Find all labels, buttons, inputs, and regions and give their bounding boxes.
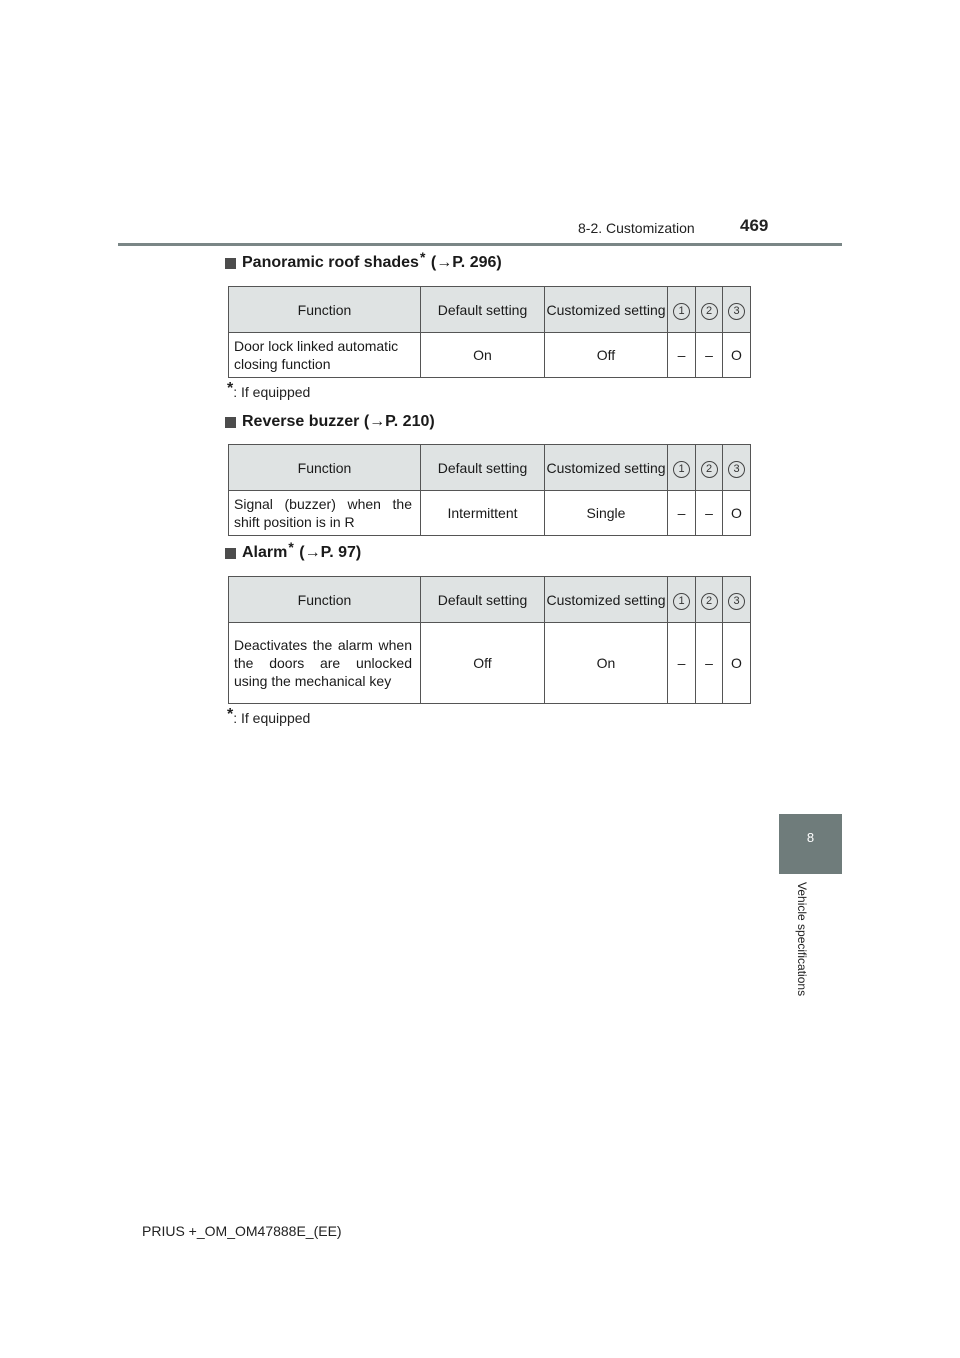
table-row bbox=[229, 623, 751, 704]
cell-col1: – bbox=[668, 623, 696, 704]
header-col1 bbox=[668, 445, 696, 491]
footnote-mark: * bbox=[227, 380, 234, 397]
cell-customized: Off bbox=[545, 333, 668, 378]
section-heading-text: Alarm bbox=[242, 544, 288, 561]
circled-1-icon: 1 bbox=[673, 303, 690, 320]
header-default: Default setting bbox=[421, 577, 545, 623]
header-col2 bbox=[696, 445, 723, 491]
header-col3 bbox=[723, 287, 751, 333]
section-heading-alarm bbox=[225, 539, 362, 562]
cell-function: Signal (buzzer) when the shift position is in R bbox=[229, 491, 421, 536]
footnote bbox=[227, 706, 311, 728]
document-code: PRIUS +_OM_OM47888E_(EE) bbox=[142, 1223, 342, 1239]
header-divider bbox=[118, 243, 842, 246]
header-customized: Customized setting bbox=[545, 577, 668, 623]
page-reference: (→P. 210) bbox=[363, 413, 435, 430]
settings-table-alarm bbox=[228, 576, 751, 704]
table-header-row bbox=[229, 445, 751, 491]
square-bullet-icon bbox=[225, 417, 236, 428]
table-row bbox=[229, 491, 751, 536]
cell-col1: – bbox=[668, 333, 696, 378]
page-number: 469 bbox=[740, 216, 769, 235]
cell-default: Intermittent bbox=[421, 491, 545, 536]
chapter-label bbox=[781, 882, 809, 1022]
header-col2 bbox=[696, 577, 723, 623]
chapter-number: 8 bbox=[806, 830, 815, 845]
cell-col2: – bbox=[696, 333, 723, 378]
circled-2-icon: 2 bbox=[701, 461, 718, 478]
header-col3 bbox=[723, 445, 751, 491]
circled-3-icon: 3 bbox=[728, 461, 745, 478]
footnote-mark: * bbox=[227, 706, 234, 723]
header-customized: Customized setting bbox=[545, 287, 668, 333]
footnote-text: : If equipped bbox=[233, 384, 311, 400]
square-bullet-icon bbox=[225, 548, 236, 559]
footnote-text: : If equipped bbox=[233, 710, 311, 726]
section-heading-text: Reverse buzzer bbox=[242, 413, 360, 430]
cell-col1: – bbox=[668, 491, 696, 536]
cell-col3: O bbox=[723, 623, 751, 704]
circled-2-icon: 2 bbox=[701, 303, 718, 320]
header-col2 bbox=[696, 287, 723, 333]
page-reference: (→P. 97) bbox=[299, 544, 362, 561]
settings-table-reverse-buzzer bbox=[228, 444, 751, 536]
circled-3-icon: 3 bbox=[728, 303, 745, 320]
table-header-row bbox=[229, 287, 751, 333]
header-col3 bbox=[723, 577, 751, 623]
header-col1 bbox=[668, 577, 696, 623]
cell-customized: On bbox=[545, 623, 668, 704]
section-heading-panoramic-roof bbox=[225, 249, 502, 272]
cell-col2: – bbox=[696, 491, 723, 536]
cell-default: On bbox=[421, 333, 545, 378]
header-default: Default setting bbox=[421, 287, 545, 333]
cell-col2: – bbox=[696, 623, 723, 704]
cell-function: Door lock linked automatic closing function bbox=[229, 333, 421, 378]
circled-3-icon: 3 bbox=[728, 593, 745, 610]
cell-col3: O bbox=[723, 333, 751, 378]
cell-customized: Single bbox=[545, 491, 668, 536]
header-function: Function bbox=[229, 445, 421, 491]
header-function: Function bbox=[229, 287, 421, 333]
page-reference: (→P. 296) bbox=[430, 254, 502, 271]
section-title: 8-2. Customization bbox=[578, 220, 695, 236]
asterisk-mark: * bbox=[419, 249, 426, 265]
table-header-row bbox=[229, 577, 751, 623]
square-bullet-icon bbox=[225, 258, 236, 269]
asterisk-mark: * bbox=[288, 539, 294, 555]
circled-2-icon: 2 bbox=[701, 593, 718, 610]
section-heading-text: Panoramic roof shades bbox=[242, 254, 419, 271]
cell-default: Off bbox=[421, 623, 545, 704]
circled-1-icon: 1 bbox=[673, 593, 690, 610]
settings-table-panoramic-roof bbox=[228, 286, 751, 378]
chapter-label-text: Vehicle specifications bbox=[795, 882, 809, 997]
header-default: Default setting bbox=[421, 445, 545, 491]
chapter-tab bbox=[779, 814, 842, 874]
circled-1-icon: 1 bbox=[673, 461, 690, 478]
cell-function: Deactivates the alarm when the doors are unlocked using the mechanical key bbox=[229, 623, 421, 704]
header-function: Function bbox=[229, 577, 421, 623]
footnote bbox=[227, 380, 311, 402]
section-heading-reverse-buzzer bbox=[225, 413, 435, 431]
table-row bbox=[229, 333, 751, 378]
header-customized: Customized setting bbox=[545, 445, 668, 491]
cell-col3: O bbox=[723, 491, 751, 536]
header-col1 bbox=[668, 287, 696, 333]
